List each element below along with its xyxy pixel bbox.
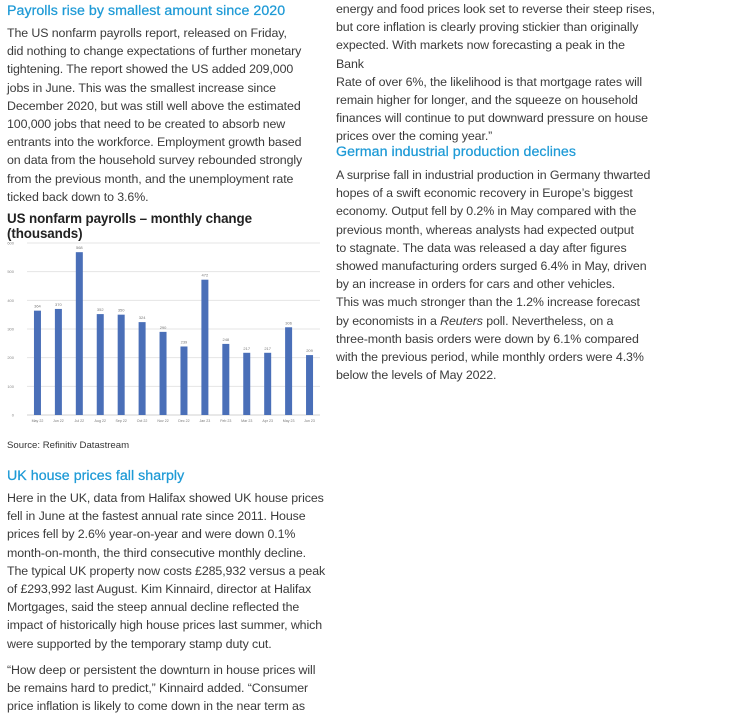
text-line: be remains hard to predict,” Kinnaird added. “Consumer	[7, 681, 309, 696]
text-line: by an increase in orders for cars and other vehicles.	[336, 277, 616, 292]
section-heading-german-production: German industrial production declines	[336, 144, 577, 160]
text-line: previous month, whereas analysts had expected output	[336, 222, 634, 237]
payrolls-paragraph	[7, 24, 302, 206]
text-line: This was much stronger than the 1.2% increase forecast	[336, 295, 640, 310]
bar	[118, 315, 125, 415]
text-line: entrants into the workforce. Employment growth based	[7, 135, 302, 150]
bar	[306, 355, 313, 415]
kinnaird-quote-paragraph	[7, 661, 327, 716]
bar-value-label: 239	[180, 339, 188, 345]
bar-value-label: 217	[243, 345, 251, 351]
section-heading-payrolls: Payrolls rise by smallest amount since 2020	[7, 3, 286, 19]
x-tick-label: Jan 23	[199, 419, 211, 423]
x-tick-label: Sep 22	[115, 419, 127, 423]
text-line: remain higher for longer, and the squeeze on household	[336, 93, 638, 108]
y-tick-label: 200	[7, 355, 14, 361]
text-line: fell in June at the fastest annual rate since 2011. House	[7, 509, 306, 524]
text-line: Mortgages, said the steep annual decline reflected the	[7, 600, 300, 615]
text-line: three-month basis orders were down by 6.1% compared	[336, 331, 639, 346]
text-line: did nothing to change expectations of further monetary	[7, 44, 302, 59]
german-production-paragraph	[336, 166, 650, 384]
y-tick-label: 300	[7, 326, 14, 332]
y-tick-label: 600	[7, 240, 14, 246]
x-tick-label: Jun 23	[304, 419, 315, 423]
text-line: by economists in a Reuters poll. Nevertheless, on a	[336, 313, 614, 328]
bar-value-label: 370	[55, 301, 62, 307]
x-tick-label: Oct 22	[136, 419, 148, 423]
text-line: ticked back down to 3.6%.	[7, 189, 149, 204]
bar-value-label: 364	[34, 303, 41, 309]
text-line: were supported by the temporary stamp duty cut.	[7, 636, 272, 651]
uk-house-prices-paragraph	[7, 489, 327, 653]
bar-value-label: 568	[75, 245, 83, 251]
bar	[160, 332, 167, 415]
bar-value-label: 248	[222, 336, 230, 342]
text-line: of £293,992 last August. Kim Kinnaird, director at Halifax	[7, 582, 312, 597]
bar-value-label: 350	[117, 307, 125, 313]
payrolls-bar-chart	[0, 230, 330, 425]
text-line: prices over the coming year.”	[336, 129, 493, 144]
continued-quote-paragraph	[336, 0, 656, 146]
bar-value-label: 290	[159, 324, 167, 330]
text-line: 100,000 jobs that need to be created to absorb new	[7, 117, 286, 132]
x-tick-label: Feb 23	[220, 419, 232, 423]
text-line: The US nonfarm payrolls report, released on Friday,	[7, 26, 287, 40]
bar	[285, 327, 292, 415]
text-line: economy. Output fell by 0.2% in May compared with the	[336, 204, 637, 219]
text-line: The typical UK property now costs £285,932 versus a peak	[7, 563, 326, 578]
text-line: showed manufacturing orders surged 6.4% in May, driven	[336, 259, 647, 274]
bar	[55, 309, 62, 415]
bar	[264, 353, 271, 415]
bar-value-label: 472	[201, 272, 209, 278]
x-tick-label: May 23	[282, 419, 295, 423]
y-tick-label: 400	[7, 297, 14, 303]
x-tick-label: Mar 23	[241, 419, 253, 423]
text-line: energy and food prices look set to reverse their steep rises,	[336, 2, 655, 16]
text-line: Rate of over 6%, the likelihood is that mortgage rates will	[336, 74, 643, 89]
bar-value-label: 217	[264, 345, 272, 351]
x-tick-label: Jun 22	[52, 419, 64, 423]
text-line: hopes of a swift economic recovery in Europe’s biggest	[336, 186, 633, 201]
text-line: but core inflation is clearly proving stickier than originally	[336, 20, 639, 35]
text-line: prices fell by 2.6% year-on-year and were down 0.1%	[7, 527, 296, 542]
bar	[180, 346, 187, 415]
text-line: A surprise fall in industrial production in Germany thwarted	[336, 168, 651, 182]
text-line: Here in the UK, data from Halifax showed UK house prices	[7, 491, 324, 505]
y-tick-label: 100	[7, 383, 14, 389]
bar	[222, 344, 229, 415]
text-line: below the levels of May 2022.	[336, 368, 497, 383]
bar	[76, 252, 83, 415]
text-line: to stagnate. The data was released a day after figures	[336, 240, 627, 255]
text-line: December 2020, but was still well above the estimated	[7, 98, 301, 113]
bar-value-label: 209	[306, 348, 313, 354]
chart-title: US nonfarm payrolls – monthly change (thousands)	[7, 211, 252, 241]
section-heading-uk-house-prices: UK house prices fall sharply	[7, 468, 185, 484]
text-line: “How deep or persistent the downturn in house prices will	[7, 663, 316, 677]
bar	[139, 322, 146, 415]
x-tick-label: Nov 22	[157, 419, 169, 423]
x-tick-label: Aug 22	[94, 419, 106, 423]
bar	[97, 314, 104, 415]
text-line: jobs in June. This was the smallest increase since	[7, 80, 276, 95]
bar	[34, 311, 41, 415]
text-line: price inflation is likely to come down in the near term as	[7, 699, 305, 714]
chart-source: Source: Refinitiv Datastream	[7, 440, 130, 451]
text-line: on data from the household survey rebounded strongly	[7, 153, 303, 168]
x-tick-label: May 22	[31, 419, 44, 423]
bar-value-label: 306	[285, 320, 292, 326]
x-tick-label: Apr 23	[262, 419, 273, 423]
text-line: finances will continue to put downward pressure on house	[336, 111, 648, 126]
text-line: tightening. The report showed the US added 209,000	[7, 62, 294, 77]
text-line: with the previous period, while monthly orders were 4.3%	[336, 350, 644, 365]
x-tick-label: Dec 22	[178, 419, 190, 423]
text-line: month-on-month, the third consecutive monthly decline.	[7, 545, 307, 560]
text-line: expected. With markets now forecasting a peak in the Bank	[336, 38, 625, 71]
text-line: from the previous month, and the unemployment rate	[7, 171, 294, 186]
y-tick-label: 500	[7, 269, 14, 275]
bar-value-label: 352	[96, 307, 104, 313]
text-line: impact of historically high house prices last summer, which	[7, 618, 323, 633]
y-tick-label: 0	[11, 412, 14, 418]
x-tick-label: Jul 22	[74, 419, 85, 423]
bar	[243, 353, 250, 415]
bar-value-label: 324	[138, 315, 146, 321]
bar	[201, 280, 208, 415]
